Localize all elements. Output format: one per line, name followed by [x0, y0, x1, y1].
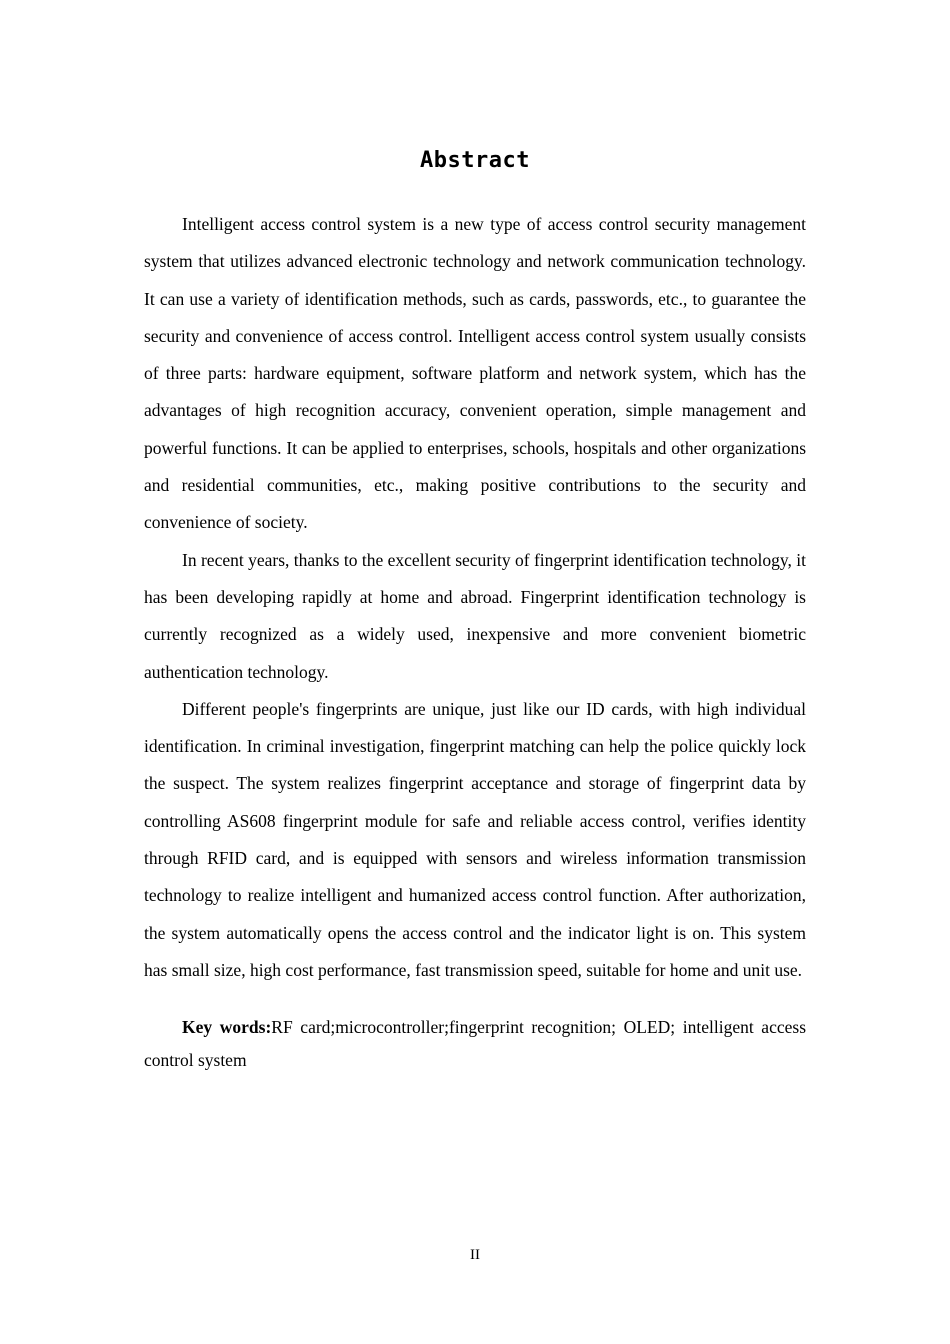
keywords-line — [144, 1011, 806, 1077]
keywords-label: Key words: — [182, 1017, 272, 1038]
abstract-title: Abstract — [420, 148, 530, 173]
abstract-paragraph-2: In recent years, thanks to the excellent security of fingerprint identification technology, it has been developing rapidly at home and abroad. Fingerprint identification technology is currently recognized as a widely used, inexpensive and more convenient biometric authentication technology. — [144, 549, 806, 682]
abstract-page — [144, 146, 806, 1077]
abstract-paragraph-3: Different people's fingerprints are unique, just like our ID cards, with high individual identification. In criminal investigation, fingerprint matching can help the police quickly lock the suspect. The system realizes fingerprint acceptance and storage of fingerprint data by controlling AS608 fingerprint module for safe and reliable access control, verifies identity through RFID card, and is equipped with sensors and wireless information transmission technology to realize intelligent and humanized access control function. After authorization, the system automatically opens the access control and the indicator light is on. This system has small size, high cost performance, fast transmission speed, suitable for home and unit use. — [144, 698, 806, 980]
abstract-paragraph-1: Intelligent access control system is a new type of access control security management system that utilizes advanced electronic technology and network communication technology. It can use a variety of identification methods, such as cards, passwords, etc., to guarantee the security and convenience of access control. Intelligent access control system usually consists of three parts: hardware equipment, software platform and network system, which has the advantages of high recognition accuracy, convenient operation, simple management and powerful functions. It can be applied to enterprises, schools, hospitals and other organizations and residential communities, etc., making positive contributions to the security and convenience of society. — [144, 214, 806, 533]
page-number: II — [470, 1247, 480, 1263]
keywords-text: RF card;microcontroller;fingerprint recognition; OLED; intelligent access control system — [144, 1017, 807, 1071]
